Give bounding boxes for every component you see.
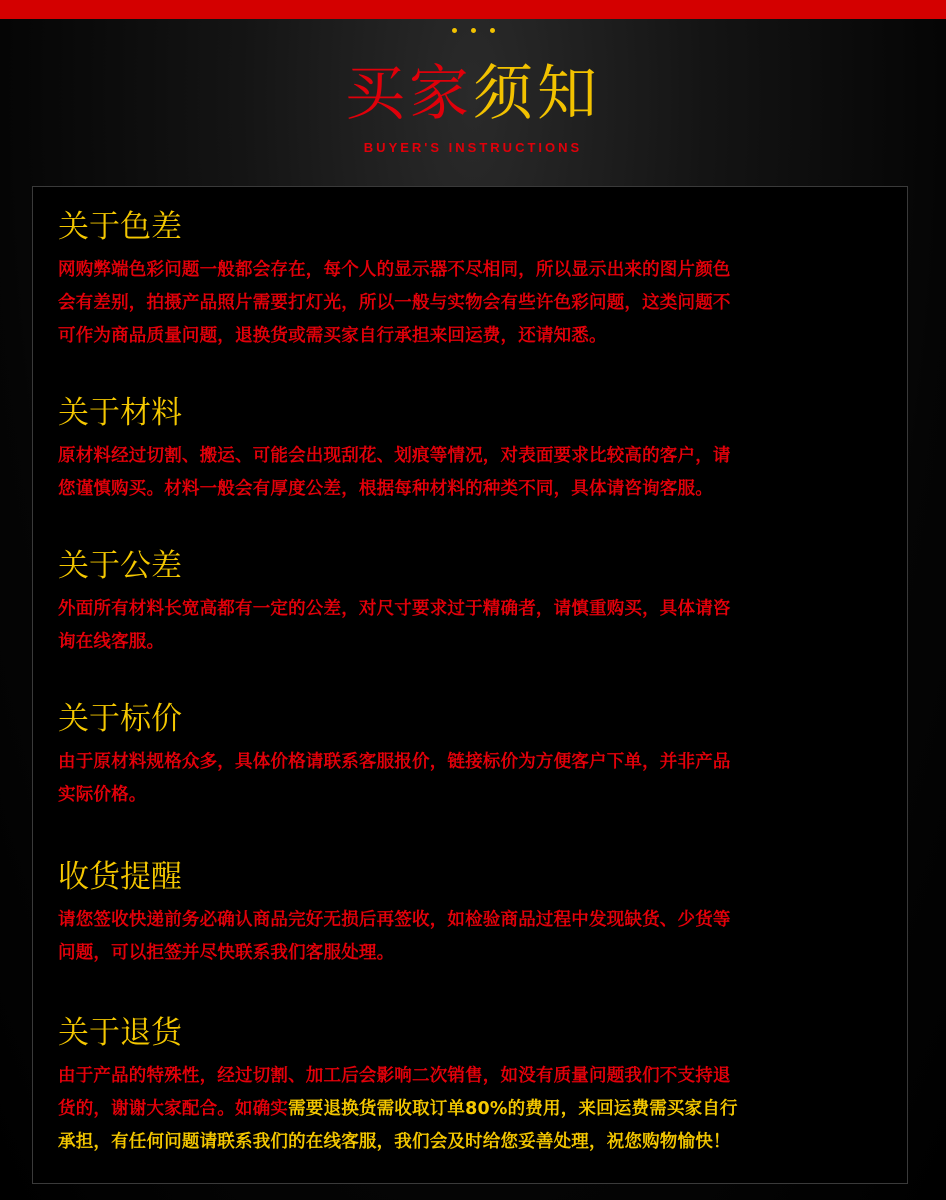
section-line: 询在线客服。 — [58, 632, 165, 652]
instructions-panel — [32, 186, 908, 1184]
section-line: 外面所有材料长宽高都有一定的公差，对尺寸要求过于精确者，请慎重购买，具体请咨 — [58, 599, 731, 619]
section-line — [58, 1093, 888, 1126]
section-line: 问题，可以拒签并尽快联系我们客服处理。 — [58, 943, 395, 963]
section-pricing — [58, 699, 888, 812]
page-title-part2: 须知 — [473, 59, 601, 129]
decorative-dots — [0, 28, 946, 33]
section-line: 由于产品的特殊性，经过切割、加工后会影响二次销售，如没有质量问题我们不支持退 — [58, 1066, 731, 1086]
section-body — [58, 904, 888, 970]
section-line: 请您签收快递前务必确认商品完好无损后再签收，如检验商品过程中发现缺货、少货等 — [58, 910, 731, 930]
section-title: 关于标价 — [58, 701, 182, 737]
section-materials — [58, 393, 888, 506]
section-body — [58, 593, 888, 659]
section-title: 关于色差 — [58, 209, 182, 245]
section-receipt-reminder — [58, 857, 888, 970]
section-returns — [58, 1013, 888, 1159]
section-line-red-part: 货的，谢谢大家配合。如确实 — [58, 1099, 289, 1119]
page-title-part1: 买家 — [345, 59, 473, 129]
section-line: 会有差别，拍摄产品照片需要打灯光，所以一般与实物会有些许色彩问题，这类问题不 — [58, 293, 731, 313]
section-title: 关于公差 — [58, 548, 182, 584]
dot-icon — [471, 28, 476, 33]
section-line: 由于原材料规格众多，具体价格请联系客服报价，链接标价为方便客户下单，并非产品 — [58, 752, 731, 772]
section-line: 原材料经过切割、搬运、可能会出现刮花、划痕等情况，对表面要求比较高的客户，请 — [58, 446, 731, 466]
section-line: 实际价格。 — [58, 785, 147, 805]
section-line: 您谨慎购买。材料一般会有厚度公差，根据每种材料的种类不同，具体请咨询客服。 — [58, 479, 713, 499]
dot-icon — [490, 28, 495, 33]
page-subtitle: BUYER'S INSTRUCTIONS — [363, 140, 583, 155]
top-accent-bar — [0, 0, 946, 19]
section-line: 可作为商品质量问题，退换货或需买家自行承担来回运费，还请知悉。 — [58, 326, 607, 346]
section-line-highlight: 承担，有任何问题请联系我们的在线客服，我们会及时给您妥善处理，祝您购物愉快！ — [58, 1132, 731, 1152]
section-body — [58, 440, 888, 506]
section-title: 关于退货 — [58, 1015, 182, 1051]
section-body — [58, 746, 888, 812]
section-color-difference — [58, 207, 888, 353]
section-line-highlight: 需要退换货需收取订单80%的费用，来回运费需买家自行 — [288, 1099, 738, 1119]
section-title: 收货提醒 — [58, 859, 182, 895]
page-title — [0, 58, 946, 130]
section-body — [58, 254, 888, 353]
section-line: 网购弊端色彩问题一般都会存在，每个人的显示器不尽相同，所以显示出来的图片颜色 — [58, 260, 731, 280]
dot-icon — [452, 28, 457, 33]
section-body — [58, 1060, 888, 1159]
section-tolerance — [58, 546, 888, 659]
section-title: 关于材料 — [58, 395, 182, 431]
